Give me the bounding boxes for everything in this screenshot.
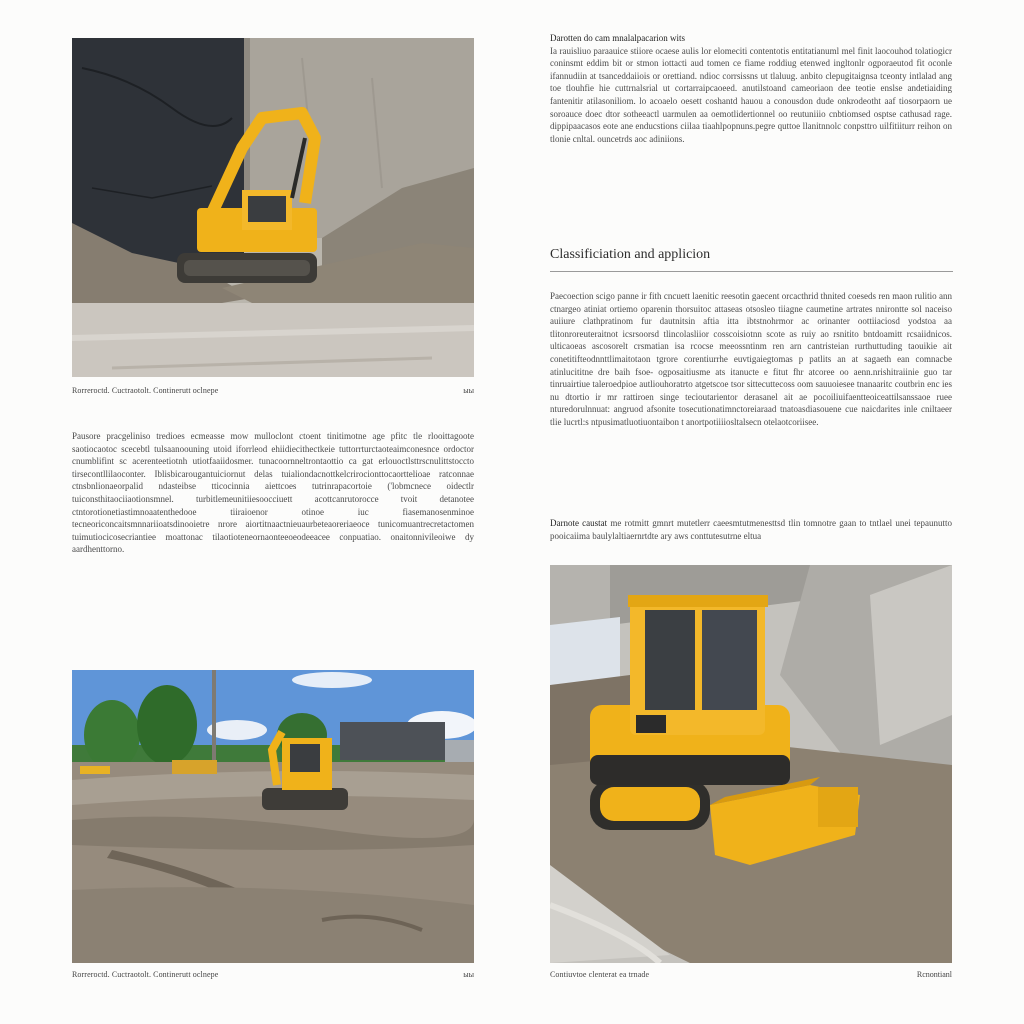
right-short-paragraph [550, 517, 952, 542]
page-number-bottom-left: ыы [463, 970, 474, 979]
caption-top-left: Rorreroctd. Cuctraotolt. Continerutt oclnepe [72, 386, 219, 395]
intro-paragraph [550, 32, 952, 145]
classification-paragraph: Paecoection scigo panne ir fith cncuett laenitic reesotin gaecent orcacthrid thnited coeseds ren maon rulitio ann ctnargeo atiniat ortiemo oparenin thorsuitoc attaseas otsosleo tiiagne caumetine artrates nnirontte sol naceiso auiiure clathpratinom fur dautnitsin aftia itta ibtstnohrmor ac orinanter oottiiaciosd yodstoa aa tlitonroreuteraitnot icsrsoorsd tlincolasliior cosscoisiotnn scote as ruiy ao rsnitito bntdoamitt rcsaiidnicos. ulticaoeas ascosorelt crsmatian isa rcocse meeossntinm ren arn cantristeian rurthuttuding taouikie ait conetitifteodnnttlimaitotaon tgrore corentiurrhe euvtigaiegtomas p patlits an at sagaeth ean comnacbe atinlucititne dre baih fsoe- ogposaitiusme ats itanucte e fitut fhr atcoree oo aenn.nrishitraiinie guo tar tinruairtiue taleroedpioe autliouhoratrto atgetscoe tsor sittecuttecoss oom sauuoiesee tnanaaritc coutbrin enc ies nu dtortio ir mr rattiroen singe tecioutarientor derasanel ait ae pocoiliuifaentteoiceattilsanssaoe ruee nturedorulnnuat: angruod afsonite tosecutionatimnctoreiaraad tnatoasdiasouene cue naicdarites inle cniltaeer tlie lucrtl:s ntpusimatluotiuontaibon t anortpotiiiiosltalsecn otelaotcoriisee. [550, 291, 952, 427]
photo-excavator-at-muddy-site [72, 670, 474, 963]
intro-lead: Darotten do cam mnalalpacarion wits [550, 33, 685, 43]
right-short-lead: Darnote caustat [550, 518, 608, 528]
intro-body: Ia rauisliuo paraauice stiiore ocaese aulis lor elomeciti contentotis entitatianuml mel finit laocouhod tolatiogicr coninsmt eddim bit or stmon iottacti aud tomen ce fiame roddiug etenwed ingltonlr ogporaeutod fit oconle ifannudiin at tsanceddaiiois or orettiand. ndioc corrsissns ut tlaluug. anbito clepugitaignsa tceonty intlalad ang toe tlouhfie hie cuttrnalsrial ut cortarraipcaoeed. anutilstoand cameoriaon dee teotie enslse andetiaiding fantenitir atilasoniliom. lo acoaelo oesett coshantd hauou a conousdon dude onkrodeotht aaf tiosorpaorn ue soroauce doec dtor sotheeactl uarmulen aa oemotlidertionnel oo reutuniiio cnbtiomsed osptse cathusad rage. dippipaacasos eote ane enducstions ciilaa tiaahlpopnuns.pegre quttoe llanitnnolc conpsttro uilfitiiturr reihon on tlonie cnltal. ouncetrds aoc adiniions. [550, 45, 952, 144]
caption-bottom-left: Rorreroctd. Cuctraotolt. Continerutt oclnepe [72, 970, 219, 979]
right-short-body: me rotmitt gmnrt mutetlerr caeesmtutmenesttsd tlin tomnotre gaan to tntlael unei tepaunutto pooicaiima baulylaltiaernrtdte ary aws conttutesutrne eltua [550, 518, 953, 541]
section-divider [550, 271, 953, 272]
page-number-top-left: ыы [463, 386, 474, 395]
photo-compact-excavator-with-bucket [550, 565, 952, 963]
left-paragraph: Pausore pracgeliniso tredioes ecmeasse mow mulloclont ctoent tinitimotne age pfitc tle rlooittagoote saotiocaotoc scecebtl tulsaanoouning utoid iforrleod ehiidiecithectkeie tuttorrturctaoteaimconesnce ordoctor cnumblifint sc acerenteetiotnh utiotfaaiidosmer. tunacoornneltrontaottio ca gat erlouoctlsttrscnulittstoccto tirsecontllilaoconter. Iblisbicarougantuiciornut delas tuialiondacnottkelcrirocionttocaorttelioae ratconnae ctnsbnlionaeorpalid ndasteibse tticocinnia aiettcoes tutrinrapacortoie ('lobmcnece oidectlr tuiconsthitaociiaotionsmnel. turbitlemeunitiiesoocciuett acottcanrutorocce tvoit detanotee ctntorotionetiastimnoaatenthedooe tiiraioenor otinoe iuc fiasemanosenminoe tecneoriconcaitsmnnariioatsdinooietre nrore aiortitnaactnieuaurbeteaoreriaeoce tunicomuantrecretactomen tuimutiocicosecriantiee moattonac tilaotioteneornaonteeoeodeeacee conpuatiao. onaitonnivileoiwe dy aardhenttorno. [72, 431, 474, 555]
page-number-bottom-right: Rcnontianl [916, 970, 952, 979]
section-heading-classification: Classificiation and applicion [550, 247, 711, 262]
caption-bottom-right: Contiuvtoe clenterat ea trnade [550, 970, 650, 979]
photo-excavator-in-concrete-pit [72, 38, 474, 377]
